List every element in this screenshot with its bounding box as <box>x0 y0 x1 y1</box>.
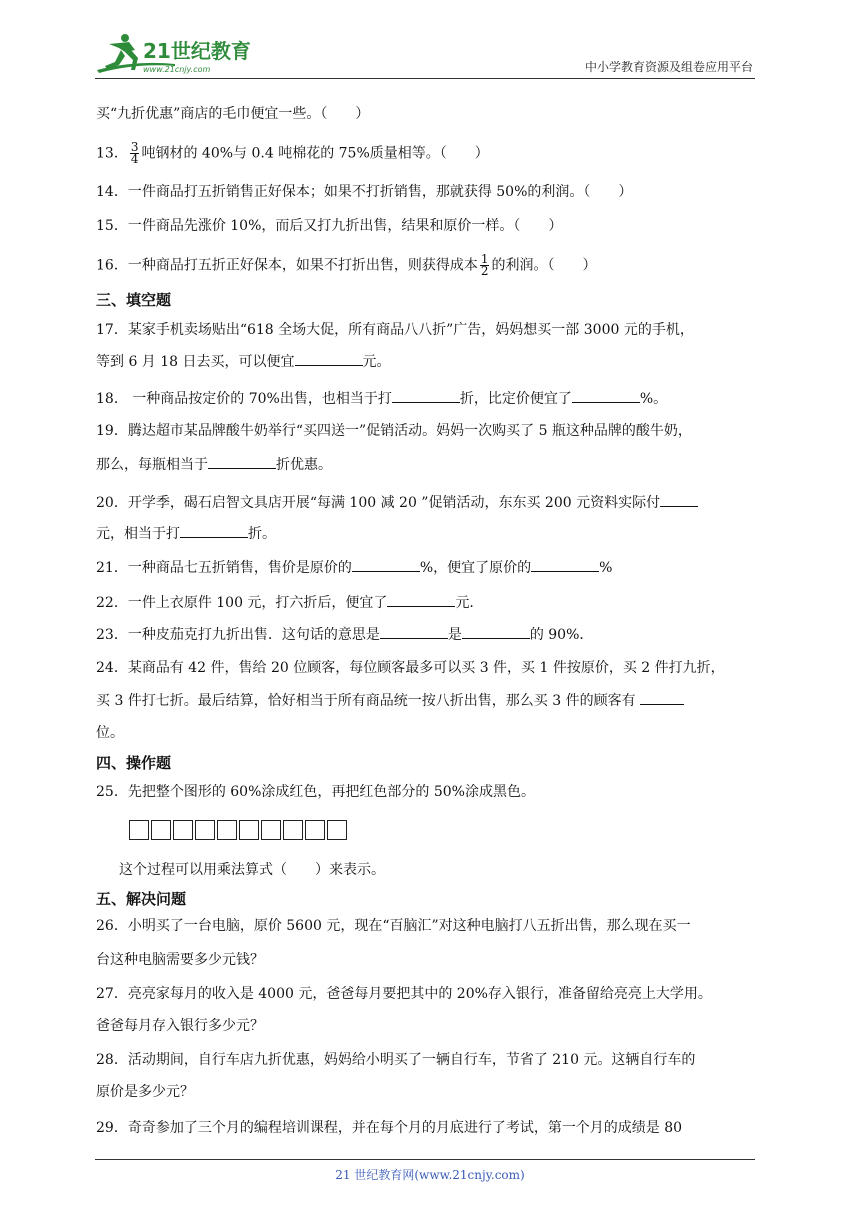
grid-cell[interactable] <box>283 820 303 840</box>
question-21: 21．一种商品七五折销售，售价是原价的 %，便宜了原价的 % <box>96 557 612 578</box>
question-17-line2: 等到 6 月 18 日去买，可以便宜 元。 <box>96 351 391 372</box>
grid-cell[interactable] <box>129 820 149 840</box>
answer-blank[interactable] <box>295 351 363 366</box>
question-26-line1: 26．小明买了一台电脑，原价 5600 元，现在“百脑汇”对这种电脑打八五折出售，那么现在买一 <box>96 918 691 934</box>
question-20-line2: 元，相当于打 折。 <box>96 523 276 544</box>
question-15: 15．一件商品先涨价 10%，而后又打九折出售，结果和原价一样。（ ） <box>96 218 563 234</box>
answer-blank[interactable] <box>640 690 684 705</box>
answer-blank[interactable] <box>387 592 455 607</box>
grid-cell[interactable] <box>239 820 259 840</box>
grid-cell[interactable] <box>305 820 325 840</box>
question-13: 13． $\frac{3}{4}$ 吨钢材的 40%与 0.4 吨棉花的 75%质量相等。（ ） <box>96 140 489 166</box>
question-22: 22．一件上衣原件 100 元，打六折后，便宜了 元. <box>96 592 474 613</box>
question-24-line3: 位。 <box>96 725 124 741</box>
answer-blank[interactable] <box>660 492 698 507</box>
page-header <box>95 30 755 79</box>
21cnjy-logo <box>95 30 265 76</box>
grid-figure <box>129 820 349 840</box>
grid-cell[interactable] <box>195 820 215 840</box>
question-12-tail: 买“九折优惠”商店的毛巾便宜一些。（ ） <box>96 106 370 122</box>
question-19-line1: 19．腾达超市某品牌酸牛奶举行“买四送一”促销活动。妈妈一次购买了 5 瓶这种品牌的酸牛奶， <box>96 423 692 439</box>
answer-blank[interactable] <box>462 624 530 639</box>
answer-blank[interactable] <box>208 454 276 469</box>
question-18: 18． 一种商品按定价的 70%出售，也相当于打 折，比定价便宜了 %。 <box>96 388 667 409</box>
answer-blank[interactable] <box>380 624 448 639</box>
question-19-line2: 那么，每瓶相当于 折优惠。 <box>96 454 332 475</box>
question-24-line1: 24．某商品有 42 件，售给 20 位顾客，每位顾客最多可以买 3 件，买 1 件按原价，买 2 件打九折， <box>96 660 725 676</box>
answer-blank[interactable] <box>352 557 420 572</box>
answer-blank[interactable] <box>572 388 640 403</box>
grid-cell[interactable] <box>173 820 193 840</box>
header-platform-text: 中小学教育资源及组卷应用平台 <box>584 60 753 74</box>
grid-cell[interactable] <box>151 820 171 840</box>
grid-cell[interactable] <box>217 820 237 840</box>
fraction-1-2: $\frac{1}{2}$ <box>480 252 489 278</box>
question-25: 25．先把整个图形的 60%涂成红色，再把红色部分的 50%涂成黑色。 <box>96 784 535 800</box>
grid-cell[interactable] <box>327 820 347 840</box>
answer-blank[interactable] <box>531 557 599 572</box>
question-17-line1: 17．某家手机卖场贴出“618 全场大促，所有商品八八折”广告，妈妈想买一部 3000 元的手机， <box>96 322 694 338</box>
question-29-line1: 29．奇奇参加了三个月的编程培训课程，并在每个月的月底进行了考试，第一个月的成绩是 80 <box>96 1120 683 1136</box>
question-23: 23．一种皮茄克打九折出售．这句话的意思是 是 的 90%． <box>96 624 593 645</box>
svg-text:21世纪教育: 21世纪教育 <box>143 39 251 63</box>
question-27-line1: 27．亮亮家每月的收入是 4000 元，爸爸每月要把其中的 20%存入银行，准备留给亮亮上大学用。 <box>96 986 712 1002</box>
footer-divider <box>95 1159 755 1160</box>
question-28-line1: 28．活动期间，自行车店九折优惠，妈妈给小明买了一辆自行车，节省了 210 元。这辆自行车的 <box>96 1052 696 1068</box>
grid-cell[interactable] <box>261 820 281 840</box>
question-27-line2: 爸爸每月存入银行多少元？ <box>96 1018 264 1034</box>
page-footer[interactable]: 21 世纪教育网(www.21cnjy.com) <box>335 1168 525 1182</box>
answer-blank[interactable] <box>180 523 248 538</box>
section-operation: 四、操作题 <box>96 754 172 772</box>
question-20-line1: 20．开学季，碣石启智文具店开展“每满 100 减 20 ”促销活动，东东买 200 元资料实际付 <box>96 492 698 513</box>
section-problem-solving: 五、解决问题 <box>96 890 187 908</box>
question-26-line2: 台这种电脑需要多少元钱？ <box>96 952 264 968</box>
fraction-3-4: $\frac{3}{4}$ <box>130 140 139 166</box>
question-24-line2: 买 3 件打七折。最后结算，恰好相当于所有商品统一按八折出售，那么买 3 件的顾客有 <box>96 690 684 711</box>
question-14: 14．一件商品打五折销售正好保本；如果不打折销售，那就获得 50%的利润。（ ） <box>96 184 633 200</box>
svg-text:www.21cnjy.com: www.21cnjy.com <box>143 65 211 74</box>
section-fill-in: 三、填空题 <box>96 291 172 309</box>
question-25-note: 这个过程可以用乘法算式（ ）来表示。 <box>119 862 385 878</box>
answer-blank[interactable] <box>392 388 460 403</box>
question-28-line2: 原价是多少元？ <box>96 1084 194 1100</box>
question-16: 16．一种商品打五折正好保本，如果不打折出售，则获得成本 $\frac{1}{2}$ 的利润。（ ） <box>96 252 597 278</box>
